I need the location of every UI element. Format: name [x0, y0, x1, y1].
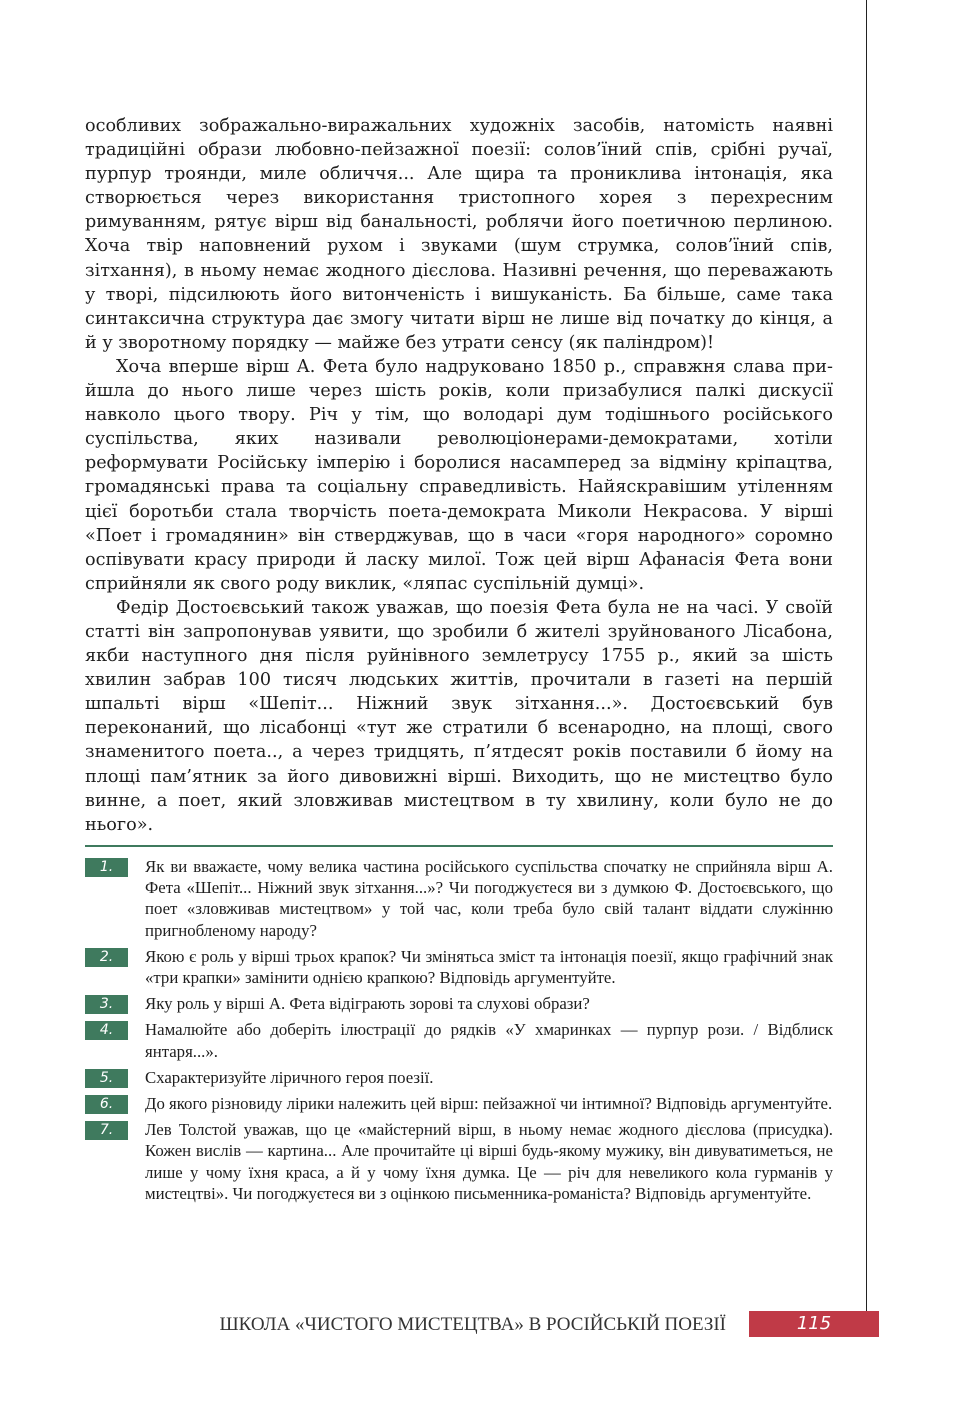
- question-number-badge: 6.: [85, 1095, 128, 1114]
- question-number-badge: 7.: [85, 1121, 128, 1140]
- question-text: Намалюйте або доберіть ілюстрації до рядків «У хмаринках — пурпур рози. / Відблиск янтаря...».: [145, 1020, 833, 1061]
- question-text: Схарактеризуйте ліричного героя поезії.: [145, 1067, 434, 1087]
- main-text: [85, 114, 833, 837]
- paragraph: Федір Достоєвський також уважав, що поезія Фета була не на часі. У своїй статті він запропонував уявити, що зробили б жителі зруйнованого Лісабона, якби наступного дня після руйнівного землетрусу 1755 р., який за шість хвилин забрав 100 тисяч людських життів, прочитали в газеті на першій шпальті вірш «Шепіт... Ніжний звук зітхання...». Достоєвський був переконаний, що лісабонці «тут же стратили б всенародно, на площі, свого знаменитого поета.., а через тридцять, п’ятдесят років поставили б йому на площі пам’ятник за його дивовижні вірші. Виходить, що не мистецтво було винне, а поет, який зловживав мистецтвом в ту хвилину, коли було не до нього».: [85, 597, 833, 835]
- question-number-badge: 5.: [85, 1069, 128, 1088]
- page-number-box: [749, 1311, 879, 1337]
- margin-vertical-rule: [866, 0, 867, 1336]
- question-text: Якою є роль у вірші трьох крапок? Чи змінятьса зміст та інтонація поезії, якщо графічний знак «три крапки» замінити однією крапкою? Відповідь аргументуйте.: [145, 946, 833, 988]
- questions-list: [85, 856, 833, 1209]
- question-item: [85, 1019, 833, 1061]
- question-number-badge: 1.: [85, 858, 128, 877]
- question-item: [85, 856, 833, 941]
- question-item: [85, 946, 833, 988]
- question-number-badge: 4.: [85, 1021, 128, 1040]
- paragraph: Хоча вперше вірш А. Фета було надруковано 1850 р., справжня слава прийшла до нього лише через шість років, коли призабулися палкі дискусії навколо цього твору. Річ у тім, що володарі дум тодішнього російського суспільства, яких називали революціонерами-демократами, хотіли реформувати Російську імперію і боролися насамперед за відміну кріпацтва, громадянські права та соціальну справедливість. Найяскравішим утіленням цієї боротьби стала творчість поета-демократа Миколи Некрасова. У вірші «Поет і громадянин» він стверджував, що в часи «горя народного» соромно оспівувати красу природи й ласку милої. Тож цей вірш Афанасія Фета вони сприйняли як свого роду виклик, «ляпас суспільній думці».: [85, 356, 833, 594]
- questions-divider: [85, 845, 833, 847]
- question-item: [85, 993, 833, 1014]
- question-text: До якого різновиду лірики належить цей вірш: пейзажної чи інтимної? Відповідь аргументуйте.: [145, 1094, 833, 1114]
- question-item: [85, 1067, 833, 1088]
- running-footer-title: ШКОЛА «ЧИСТОГО МИСТЕЦТВА» В РОСІЙСЬКІЙ ПОЕЗІЇ: [219, 1314, 726, 1335]
- question-number-badge: 3.: [85, 995, 128, 1014]
- question-text: Як ви вважаєте, чому велика частина російського суспільства спочатку не сприйняла вірш А. Фета «Шепіт... Ніжний звук зітхання...»? Чи погоджуєтеся ви з думкою Ф. Достоєвського, що поет «зловживав мистецтвом» у той час, коли треба було свій талант віддати служінню пригнобленому народу?: [145, 857, 833, 940]
- paragraph: особливих зображально-виражальних художніх засобів, натомість наявні традиційні образи любовно-пейзажної поезії: солов’їний спів, срібні ручаї, пурпур троянди, миле обличчя... Але щира та прониклива інтонація, яка створюється через використання тристопного хорея з перехресним римуванням, рятує вірш від банальності, роблячи його поетичною перлиною. Хоча твір наповнений рухом і звуками (шум струмка, солов’їний спів, зітхання), в ньому немає жодного дієслова. Називні речення, що переважають у творі, підсилюють його витонченість і вишуканість. Ба більше, саме така синтаксична структура дає змогу читати вірш не лише від початку до кінця, а й у зворотному порядку — майже без утрати сенсу (як паліндром)!: [85, 116, 833, 353]
- page-number: 115: [796, 1313, 832, 1334]
- question-item: [85, 1119, 833, 1204]
- question-text: Яку роль у вірші А. Фета відіграють зорові та слухові образи?: [145, 994, 590, 1014]
- question-number-badge: 2.: [85, 948, 128, 967]
- question-item: [85, 1093, 833, 1114]
- question-text: Лев Толстой уважав, що це «майстерний вірш, в ньому немає жодного дієслова (присудка). Кожен вислів — картина... Але прочитайте ці вірші будь-якому мужику, він дивуватиметься, не лише у чому їхня краса, а й у чому їхня думка. Це — річ для невеликого кола гурманів у мистецтві». Чи погоджуєтеся ви з оцінкою письменника-романіста? Відповідь аргументуйте.: [145, 1120, 833, 1203]
